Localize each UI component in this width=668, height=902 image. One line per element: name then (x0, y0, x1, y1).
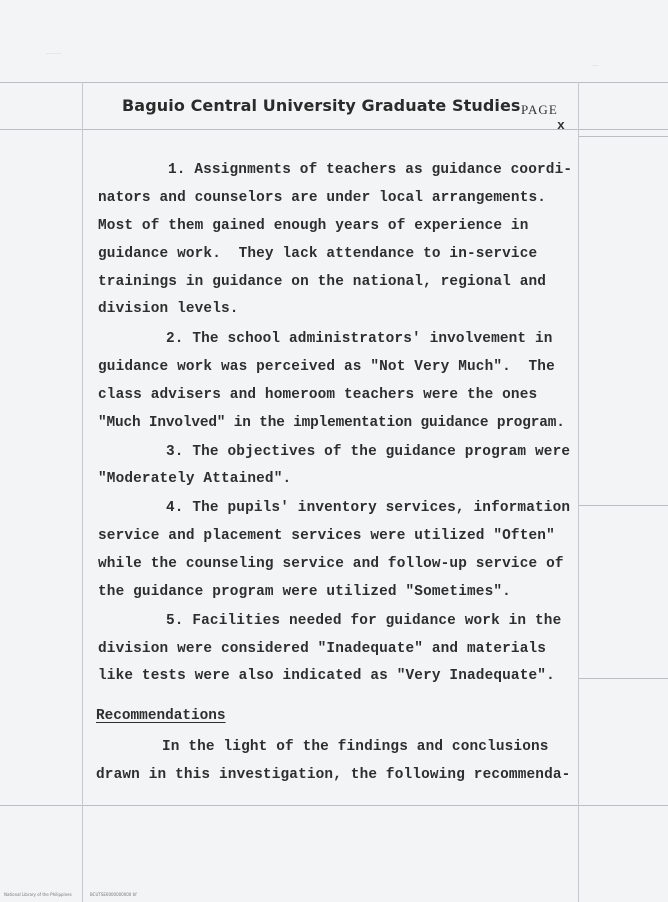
body-line-18: division were considered "Inadequate" and materials (98, 641, 547, 657)
footer-institution: National Library of the Philippines (4, 892, 72, 897)
body-line-6: division levels. (98, 301, 239, 317)
right-margin-rule (578, 82, 579, 902)
left-margin-rule (82, 82, 83, 902)
body-line-11: 3. The objectives of the guidance program were (166, 444, 571, 460)
body-line-14: service and placement services were utilized "Often" (98, 528, 555, 544)
page-number: x (557, 118, 565, 133)
footer-code: BCUTSE0000000000 tif (90, 892, 137, 897)
marginalia-top-right: --- (592, 62, 599, 69)
body-line-9: class advisers and homeroom teachers were the ones (98, 387, 538, 403)
body-line-10: "Much Involved" in the implementation guidance program. (98, 415, 565, 431)
header-title: Baguio Central University Graduate Studies (122, 96, 521, 115)
body-line-8: guidance work was perceived as "Not Very Much". The (98, 359, 555, 375)
body-line-13: 4. The pupils' inventory services, information (166, 500, 571, 516)
body-line-17: 5. Facilities needed for guidance work in the (166, 613, 562, 629)
body-line-4: guidance work. They lack attendance to in-service (98, 246, 538, 262)
header-rule (0, 129, 668, 130)
body-line-15: while the counseling service and follow-up service of (98, 556, 564, 572)
bottom-rule (0, 805, 668, 806)
recommendations-line-1: In the light of the findings and conclusions (162, 739, 549, 755)
body-line-12: "Moderately Attained". (98, 471, 292, 487)
right-margin-rule-1 (578, 136, 668, 137)
recommendations-heading: Recommendations (96, 708, 226, 724)
marginalia-top-left: ------- (46, 50, 62, 57)
body-line-5: trainings in guidance on the national, regional and (98, 274, 547, 290)
body-line-1: 1. Assignments of teachers as guidance coordi- (168, 162, 573, 178)
body-line-16: the guidance program were utilized "Sometimes". (98, 584, 511, 600)
page-label: PAGE (521, 102, 558, 117)
right-margin-rule-2 (578, 505, 668, 506)
body-line-19: like tests were also indicated as "Very Inadequate". (98, 668, 555, 684)
right-margin-rule-3 (578, 678, 668, 679)
top-rule (0, 82, 668, 83)
body-line-7: 2. The school administrators' involvement in (166, 331, 553, 347)
body-line-2: nators and counselors are under local arrangements. (98, 190, 547, 206)
body-line-3: Most of them gained enough years of experience in (98, 218, 529, 234)
recommendations-line-2: drawn in this investigation, the following recommenda- (96, 767, 571, 783)
